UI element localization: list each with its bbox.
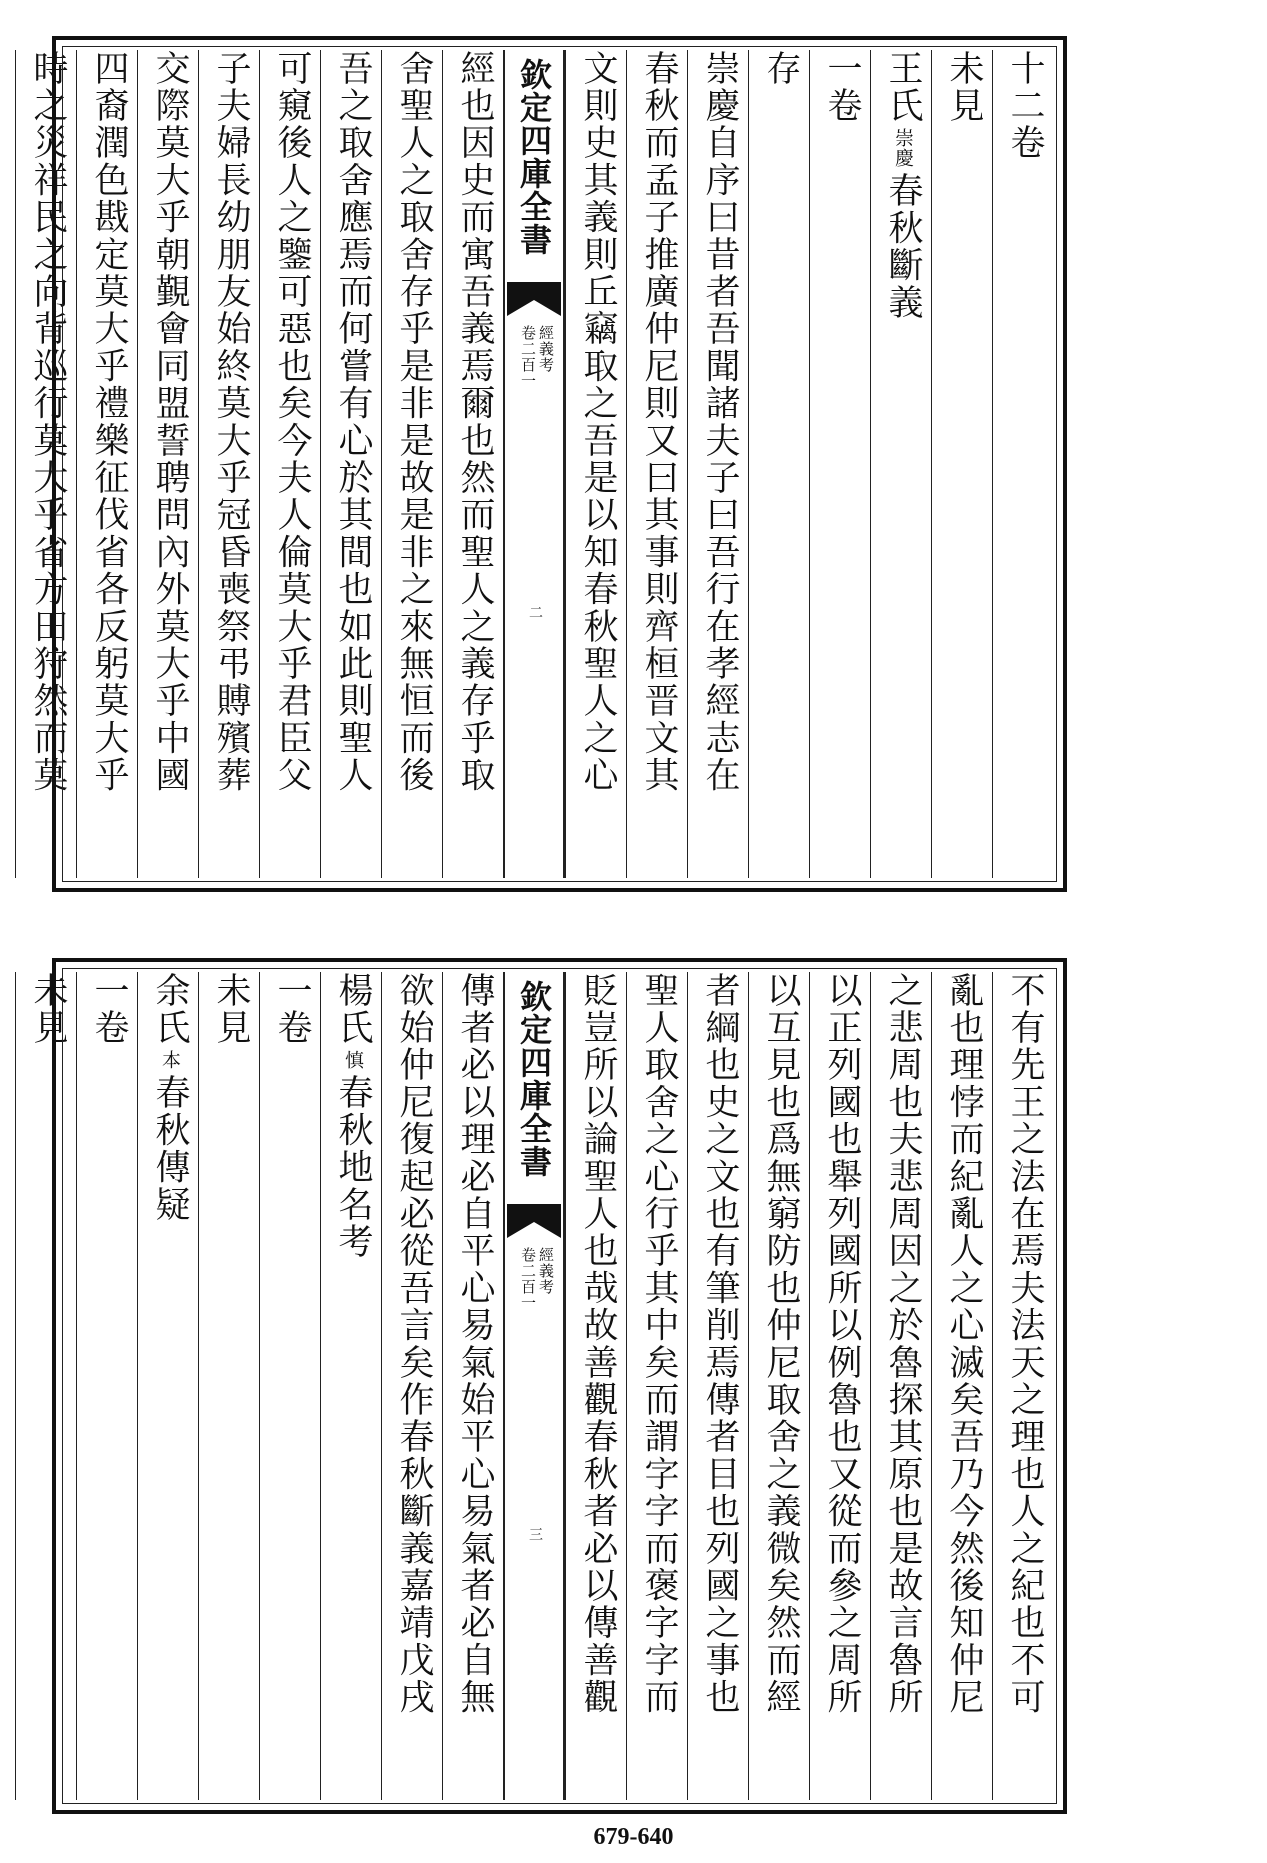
column-rule bbox=[381, 972, 382, 1800]
column-rule bbox=[198, 50, 199, 878]
text-column bbox=[442, 972, 503, 1800]
text-column bbox=[320, 50, 381, 878]
column-text: 舍聖人之取舍存乎是非是故是非之來無恒而後 bbox=[394, 50, 434, 794]
column-text: 存 bbox=[761, 50, 801, 88]
margin-page-number: 二 bbox=[527, 605, 543, 619]
author-name-note: 崇慶 bbox=[892, 128, 914, 169]
text-column bbox=[565, 972, 626, 1800]
column-rule bbox=[259, 50, 260, 878]
text-column bbox=[870, 50, 931, 878]
text-column bbox=[381, 50, 442, 878]
text-column bbox=[809, 972, 870, 1800]
column-rule bbox=[442, 972, 443, 1800]
margin-volume-label bbox=[519, 1247, 555, 1311]
column-text: 欲始仲尼復起必從吾言矣作春秋斷義嘉靖戊戌 bbox=[394, 972, 434, 1716]
column-text: 之悲周也夫悲周因之於魯探其原也是故言魯所 bbox=[883, 972, 923, 1716]
column-rule bbox=[809, 972, 810, 1800]
text-column bbox=[198, 50, 259, 878]
margin-page-number: 三 bbox=[527, 1527, 543, 1541]
fishtail-mark bbox=[507, 1204, 561, 1238]
text-column bbox=[992, 50, 1053, 878]
fishtail-mark bbox=[507, 282, 561, 316]
column-rule bbox=[931, 50, 932, 878]
column-text: 春秋而孟子推廣仲尼則又曰其事則齊桓晋文其 bbox=[639, 50, 679, 794]
column-rule bbox=[992, 972, 993, 1800]
column-text: 春秋傳疑 bbox=[150, 1074, 190, 1224]
text-column bbox=[442, 50, 503, 878]
text-column bbox=[15, 50, 76, 878]
column-text: 未見 bbox=[28, 972, 68, 1047]
column-text: 時之災祥民之向背巡行莫大乎省方田狩然而莫 bbox=[28, 50, 68, 794]
column-text: 吾之取舍應焉而何嘗有心於其間也如此則聖人 bbox=[333, 50, 373, 794]
column-rule bbox=[76, 50, 77, 878]
column-rule bbox=[565, 50, 566, 878]
column-text: 傳者必以理必自平心易氣始平心易氣者必自無 bbox=[455, 972, 495, 1716]
text-column bbox=[76, 50, 137, 878]
lower-page bbox=[28, 958, 1067, 1814]
column-text: 可窺後人之鑒可惡也矣今夫人倫莫大乎君臣父 bbox=[272, 50, 312, 794]
column-rule bbox=[992, 50, 993, 878]
column-text: 文則史其義則丘竊取之吾是以知春秋聖人之心 bbox=[578, 50, 618, 794]
column-text: 一卷 bbox=[822, 50, 862, 125]
column-text: 經也因史而寓吾義焉爾也然而聖人之義存乎取 bbox=[455, 50, 495, 794]
column-text: 四裔潤色戡定莫大乎禮樂征伐省各反躬莫大乎 bbox=[89, 50, 129, 794]
text-column bbox=[931, 50, 992, 878]
text-column bbox=[137, 972, 198, 1800]
column-rule bbox=[626, 972, 627, 1800]
column-rule bbox=[137, 50, 138, 878]
column-rule bbox=[76, 972, 77, 1800]
margin-volume-label bbox=[519, 325, 555, 389]
text-column bbox=[809, 50, 870, 878]
column-rule bbox=[870, 972, 871, 1800]
fold-margin bbox=[503, 50, 565, 878]
column-text: 余氏 bbox=[150, 972, 190, 1047]
text-column bbox=[748, 50, 809, 878]
column-text: 崇慶自序曰昔者吾聞諸夫子曰吾行在孝經志在 bbox=[700, 50, 740, 794]
column-text: 聖人取舍之心行乎其中矣而謂字字而褒字字而 bbox=[639, 972, 679, 1716]
upper-page bbox=[28, 36, 1067, 892]
column-text: 子夫婦長幼朋友始終莫大乎冠昏喪祭弔賻殯葬 bbox=[211, 50, 251, 794]
column-text: 春秋地名考 bbox=[333, 1074, 373, 1261]
margin-volume-line: 卷二百一 bbox=[519, 325, 537, 389]
text-column bbox=[992, 972, 1053, 1800]
column-text: 者綱也史之文也有筆削焉傳者目也列國之事也 bbox=[700, 972, 740, 1716]
margin-volume-line: 經義考 bbox=[537, 1247, 555, 1295]
column-rule bbox=[809, 50, 810, 878]
text-column bbox=[870, 972, 931, 1800]
column-text: 以正列國也舉列國所以例魯也又從而參之周所 bbox=[822, 972, 862, 1716]
column-rule bbox=[15, 50, 16, 878]
page-code: 679-640 bbox=[593, 1824, 674, 1850]
text-column bbox=[687, 50, 748, 878]
text-column bbox=[320, 972, 381, 1800]
column-rule bbox=[748, 50, 749, 878]
column-rule bbox=[626, 50, 627, 878]
text-column bbox=[748, 972, 809, 1800]
column-rule bbox=[687, 972, 688, 1800]
margin-volume-line: 卷二百一 bbox=[519, 1247, 537, 1311]
column-text: 春秋斷義 bbox=[883, 172, 923, 322]
column-text: 未見 bbox=[944, 50, 984, 125]
column-rule bbox=[565, 972, 566, 1800]
text-column bbox=[259, 972, 320, 1800]
text-column bbox=[626, 50, 687, 878]
margin-title: 欽定四庫全書 bbox=[515, 58, 553, 256]
text-column bbox=[565, 50, 626, 878]
author-name-note: 慎 bbox=[342, 1050, 364, 1071]
column-rule bbox=[137, 972, 138, 1800]
column-rule bbox=[931, 972, 932, 1800]
column-rule bbox=[687, 50, 688, 878]
column-text: 楊氏 bbox=[333, 972, 373, 1047]
text-column bbox=[381, 972, 442, 1800]
column-text: 亂也理悖而紀亂人之心滅矣吾乃今然後知仲尼 bbox=[944, 972, 984, 1716]
text-column bbox=[687, 972, 748, 1800]
column-rule bbox=[381, 50, 382, 878]
column-text: 未見 bbox=[211, 972, 251, 1047]
text-column bbox=[15, 972, 76, 1800]
text-column bbox=[259, 50, 320, 878]
column-text: 貶豈所以論聖人也哉故善觀春秋者必以傳善觀 bbox=[578, 972, 618, 1716]
column-rule bbox=[259, 972, 260, 1800]
column-text: 王氏 bbox=[883, 50, 923, 125]
margin-title: 欽定四庫全書 bbox=[515, 980, 553, 1178]
column-rule bbox=[748, 972, 749, 1800]
column-text: 交際莫大乎朝覲會同盟誓聘問內外莫大乎中國 bbox=[150, 50, 190, 794]
column-rule bbox=[320, 972, 321, 1800]
text-column bbox=[137, 50, 198, 878]
column-text: 一卷 bbox=[89, 972, 129, 1047]
text-column bbox=[76, 972, 137, 1800]
column-rule bbox=[15, 972, 16, 1800]
text-column bbox=[931, 972, 992, 1800]
text-column bbox=[198, 972, 259, 1800]
column-rule bbox=[442, 50, 443, 878]
text-column bbox=[626, 972, 687, 1800]
margin-volume-line: 經義考 bbox=[537, 325, 555, 373]
author-name-note: 本 bbox=[159, 1050, 181, 1071]
column-text: 十二卷 bbox=[1005, 50, 1045, 162]
column-text: 一卷 bbox=[272, 972, 312, 1047]
column-text: 不有先王之法在焉夫法天之理也人之紀也不可 bbox=[1005, 972, 1045, 1716]
column-rule bbox=[320, 50, 321, 878]
column-text: 以互見也爲無窮防也仲尼取舍之義微矣然而經 bbox=[761, 972, 801, 1716]
fold-margin bbox=[503, 972, 565, 1800]
column-rule bbox=[198, 972, 199, 1800]
column-rule bbox=[870, 50, 871, 878]
